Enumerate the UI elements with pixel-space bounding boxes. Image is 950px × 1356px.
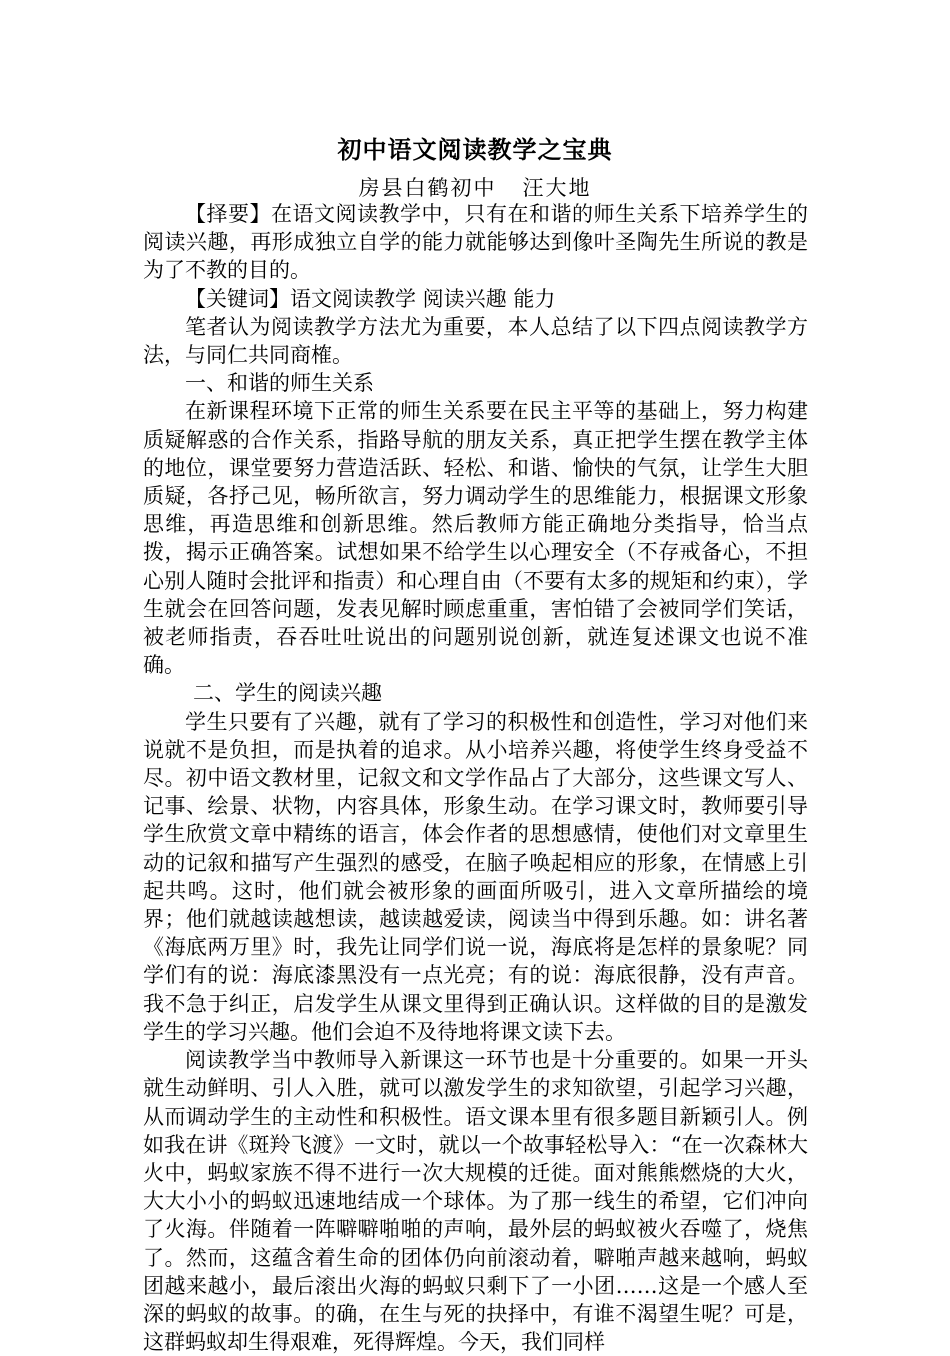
author-line	[0, 173, 950, 203]
document-title: 初中语文阅读教学之宝典	[337, 135, 613, 164]
abstract-paragraph: 【择要】在语文阅读教学中，只有在和谐的师生关系下培养学生的阅读兴趣，再形成独立自学的能力就能够达到像叶圣陶先生所说的教是为了不教的目的。	[143, 202, 808, 283]
author-name: 汪大地	[522, 176, 592, 200]
intro-paragraph: 笔者认为阅读教学方法尤为重要，本人总结了以下四点阅读教学方法，与同仁共同商榷。	[143, 314, 808, 368]
author-school: 房县白鹤初中	[358, 176, 497, 200]
section-2-paragraph-1: 学生只要有了兴趣，就有了学习的积极性和创造性，学习对他们来说就不是负担，而是执着的追求。从小培养兴趣，将使学生终身受益不尽。初中语文教材里，记叙文和文学作品占了大部分，这些课文写人、记事、绘景、状物，内容具体，形象生动。在学习课文时，教师要引导学生欣赏文章中精练的语言，体会作者的思想感情，使他们对文章里生动的记叙和描写产生强烈的感受，在脑子唤起相应的形象，在情感上引起共鸣。这时，他们就会被形象的画面所吸引，进入文章所描绘的境界；他们就越读越想读，越读越爱读，阅读当中得到乐趣。如：讲名著《海底两万里》时，我先让同学们说一说，海底将是怎样的景象呢？同学们有的说：海底漆黑没有一点光亮；有的说：海底很静，没有声音。我不急于纠正，启发学生从课文里得到正确认识。这样做的目的是激发学生的学习兴趣。他们会迫不及待地将课文读下去。	[143, 709, 808, 1044]
document-body	[143, 200, 808, 1356]
section-2-paragraph-2: 阅读教学当中教师导入新课这一环节也是十分重要的。如果一开头就生动鲜明、引人入胜，就可以激发学生的求知欲望，引起学习兴趣，从而调动学生的主动性和积极性。语文课本里有很多题目新颖引人。例如我在讲《斑羚飞渡》一文时，就以一个故事轻松导入：“在一次森林大火中，蚂蚁家族不得不进行一次大规模的迁徙。面对熊熊燃烧的大火，大大小小的蚂蚁迅速地结成一个球体。为了那一线生的希望，它们冲向了火海。伴随着一阵噼噼啪啪的声响，最外层的蚂蚁被火吞噬了，烧焦了。然而，这蕴含着生命的团体仍向前滚动着，噼啪声越来越响，蚂蚁团越来越小，最后滚出火海的蚂蚁只剩下了一小团……这是一个感人至深的蚂蚁的故事。的确，在生与死的抉择中，有谁不渴望生呢？可是，这群蚂蚁却生得艰难，死得辉煌。今天，我们同样	[143, 1048, 808, 1355]
section-heading-1: 一、和谐的师生关系	[185, 371, 374, 396]
keywords-paragraph: 【关键词】语文阅读教学 阅读兴趣 能力	[185, 286, 556, 311]
section-1-paragraph: 在新课程环境下正常的师生关系要在民主平等的基础上，努力构建质疑解惑的合作关系，指路导航的朋友关系，真正把学生摆在教学主体的地位，课堂要努力营造活跃、轻松、和谐、愉快的气氛，让学生大胆质疑，各抒己见，畅所欲言，努力调动学生的思维能力，根据课文形象思维，再造思维和创新思维。然后教师方能正确地分类指导，恰当点拨，揭示正确答案。试想如果不给学生以心理安全（不存戒备心，不担心别人随时会批评和指责）和心理自由（不要有太多的规矩和约束），学生就会在回答问题，发表见解时顾虑重重，害怕错了会被同学们笑话，被老师指责，吞吞吐吐说出的问题别说创新，就连复述课文也说不准确。	[143, 399, 808, 678]
section-heading-2: 二、学生的阅读兴趣	[193, 681, 382, 706]
